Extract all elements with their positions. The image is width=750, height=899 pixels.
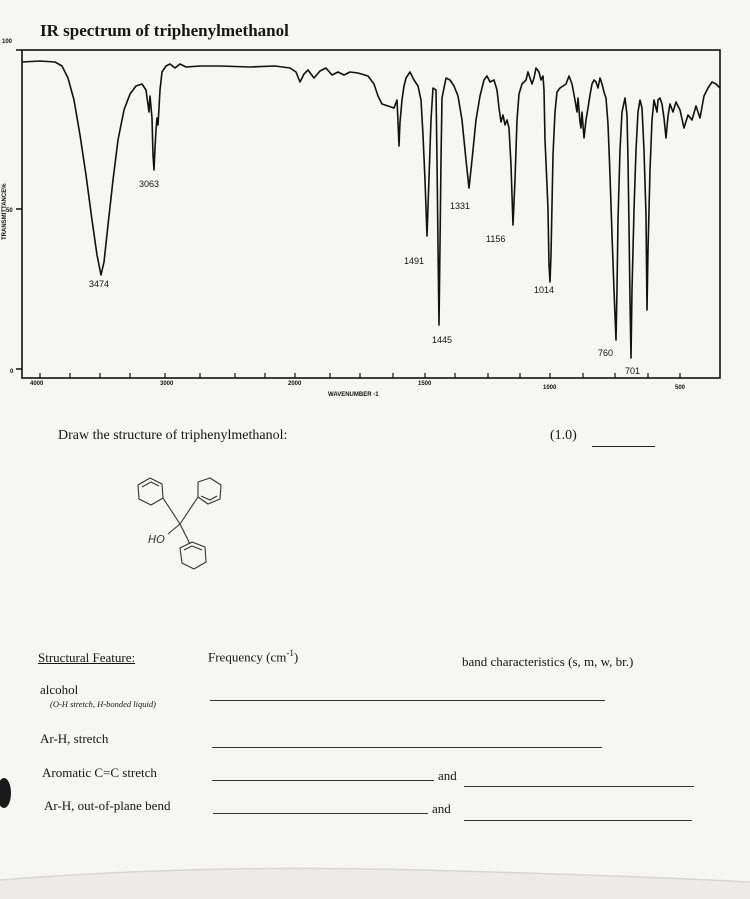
answer-line-aromatic-cc-2[interactable] [464, 786, 694, 787]
answer-line-arh-oop-2[interactable] [464, 820, 692, 821]
structure-prompt: Draw the structure of triphenylmethanol: [58, 428, 288, 443]
and-label-aromatic-cc: and [438, 768, 457, 783]
header-structural-feature: Structural Feature: [38, 650, 136, 665]
answer-line-alcohol[interactable] [210, 700, 605, 701]
x-tick-1500: 1500 [418, 381, 432, 387]
answer-line-aromatic-cc-1[interactable] [212, 780, 434, 781]
points-value: (1.0) [550, 428, 577, 443]
row-label-alcohol: alcohol [40, 682, 79, 697]
spectrum-trace [22, 61, 720, 358]
peak-label-1331: 1331 [450, 201, 471, 211]
triphenylmethanol-structure-drawing [128, 470, 238, 585]
x-tick-2000: 2000 [288, 381, 302, 387]
peak-label-3063: 3063 [139, 179, 160, 189]
header-frequency: Frequency $(cm^{-1})$ [208, 648, 299, 665]
and-label-arh-oop: and [432, 801, 451, 816]
header-band-characteristics: band characteristics (s, m, w, br.) [462, 654, 634, 669]
x-tick-3000: 3000 [160, 381, 174, 387]
ink-blot [0, 776, 14, 810]
row-label-arh-oop-bend: Ar-H, out-of-plane bend [44, 798, 171, 813]
y-tick-100: 100 [2, 39, 13, 45]
peak-label-760: 760 [598, 348, 614, 358]
peak-label-1445: 1445 [432, 335, 453, 345]
answer-line-arh-stretch[interactable] [212, 747, 602, 748]
row-label-aromatic-cc: Aromatic C=C stretch [42, 765, 157, 780]
peak-label-701: 701 [625, 366, 641, 376]
x-tick-1000: 1000 [543, 385, 557, 391]
hydroxyl-label: HO [148, 533, 165, 546]
y-axis-label: TRANSMITTANCE% [2, 183, 8, 240]
spectrum-title: IR spectrum of triphenylmethanol [40, 21, 289, 40]
x-tick-4000: 4000 [30, 381, 44, 387]
peak-label-3474: 3474 [89, 279, 110, 289]
y-tick-50: 50 [6, 208, 13, 214]
y-tick-0: 0 [10, 369, 14, 375]
peak-label-1491: 1491 [404, 256, 425, 266]
row-sublabel-alcohol: (O-H stretch, H-bonded liquid) [50, 699, 156, 709]
peak-label-1014: 1014 [534, 285, 555, 295]
page-edge-shadow [0, 860, 750, 899]
score-blank[interactable] [592, 446, 655, 447]
row-label-arh-stretch: Ar-H, stretch [40, 731, 109, 746]
answer-line-arh-oop-1[interactable] [213, 813, 428, 814]
ir-spectrum-chart [0, 32, 750, 404]
peak-label-1156: 1156 [486, 234, 506, 244]
x-tick-500: 500 [675, 385, 686, 391]
x-axis-label: WAVENUMBER -1 [328, 392, 379, 398]
